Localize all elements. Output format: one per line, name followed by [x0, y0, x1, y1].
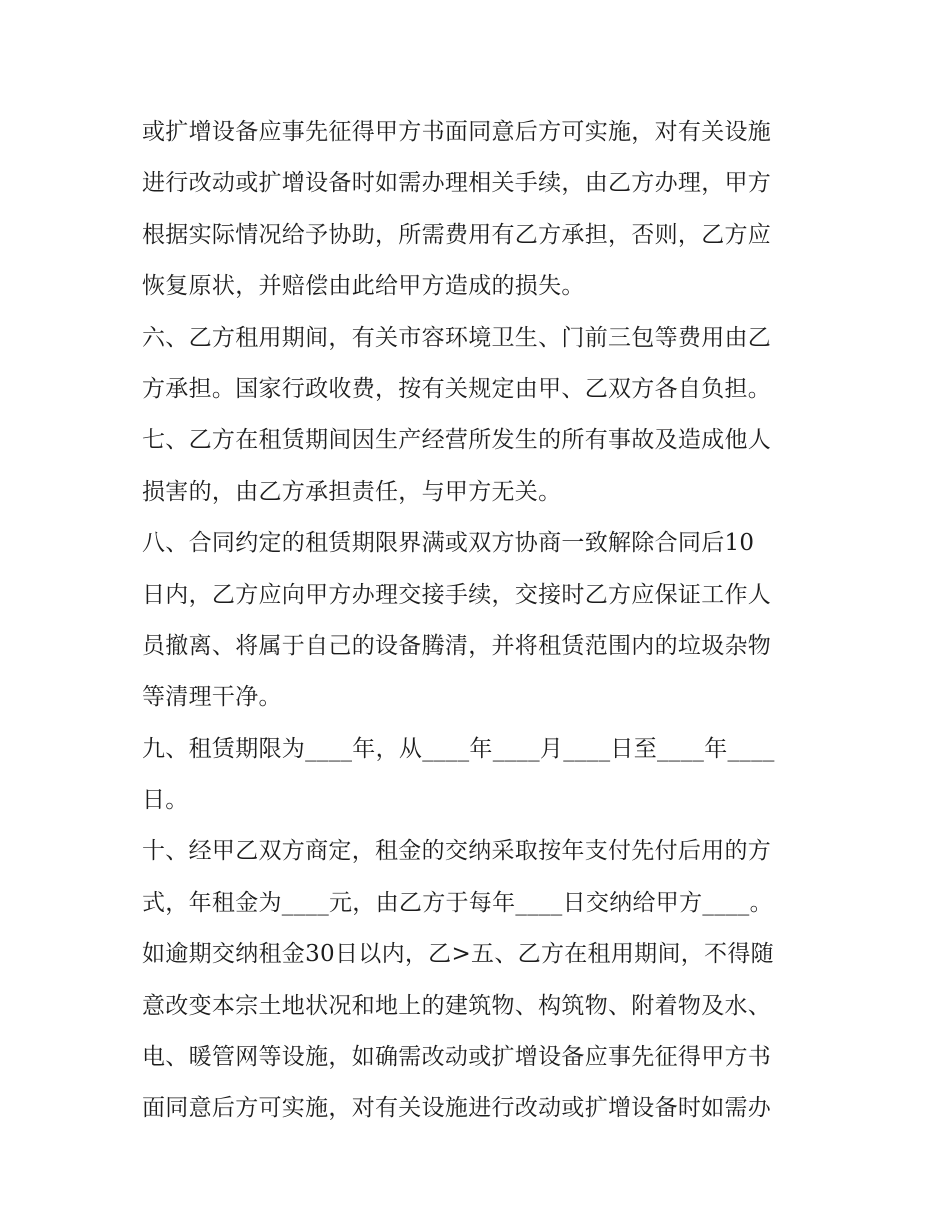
- clause-6-line: 方承担。国家行政收费，按有关规定由甲、乙双方各自负担。: [142, 375, 772, 402]
- clause-8-line: 日内，乙方应向甲方办理交接手续，交接时乙方应保证工作人: [142, 581, 772, 608]
- clause-9-line: 日。: [142, 787, 189, 814]
- clause-5-line: 电、暖管网等设施，如确需改动或扩增设备应事先征得甲方书: [142, 1044, 772, 1071]
- clause-10-line: 如逾期交纳租金30日以内，乙>五、乙方在租用期间，不得随: [142, 941, 774, 968]
- text-line: 恢复原状，并赔偿由此给甲方造成的损失。: [142, 273, 585, 300]
- text-line: 进行改动或扩增设备时如需办理相关手续，由乙方办理，甲方: [142, 170, 772, 197]
- clause-8-line: 员撤离、将属于自己的设备腾清，并将租赁范围内的垃圾杂物: [142, 632, 772, 659]
- clause-6-line: 六、乙方租用期间，有关市容环境卫生、门前三包等费用由乙: [142, 324, 772, 351]
- clause-5-line: 意改变本宗土地状况和地上的建筑物、构筑物、附着物及水、: [142, 992, 772, 1019]
- text-line: 或扩增设备应事先征得甲方书面同意后方可实施，对有关设施: [142, 119, 772, 145]
- clause-9-line: 九、租赁期限为____年，从____年____月____日至____年____: [142, 735, 775, 762]
- clause-10-line: 十、经甲乙双方商定，租金的交纳采取按年支付先付后用的方: [142, 838, 772, 865]
- clause-8-line: 等清理干净。: [142, 684, 282, 711]
- clause-7-line: 七、乙方在租赁期间因生产经营所发生的所有事故及造成他人: [142, 427, 772, 454]
- clause-5-line: 面同意后方可实施，对有关设施进行改动或扩增设备时如需办: [142, 1095, 772, 1122]
- clause-10-line: 式，年租金为____元，由乙方于每年____日交纳给甲方____。: [142, 889, 773, 916]
- contract-text-body: [142, 107, 822, 1135]
- clause-7-line: 损害的，由乙方承担责任，与甲方无关。: [142, 478, 562, 505]
- text-line: 根据实际情况给予协助，所需费用有乙方承担，否则，乙方应: [142, 221, 772, 248]
- clause-8-line: 八、合同约定的租赁期限界满或双方协商一致解除合同后10: [142, 530, 755, 557]
